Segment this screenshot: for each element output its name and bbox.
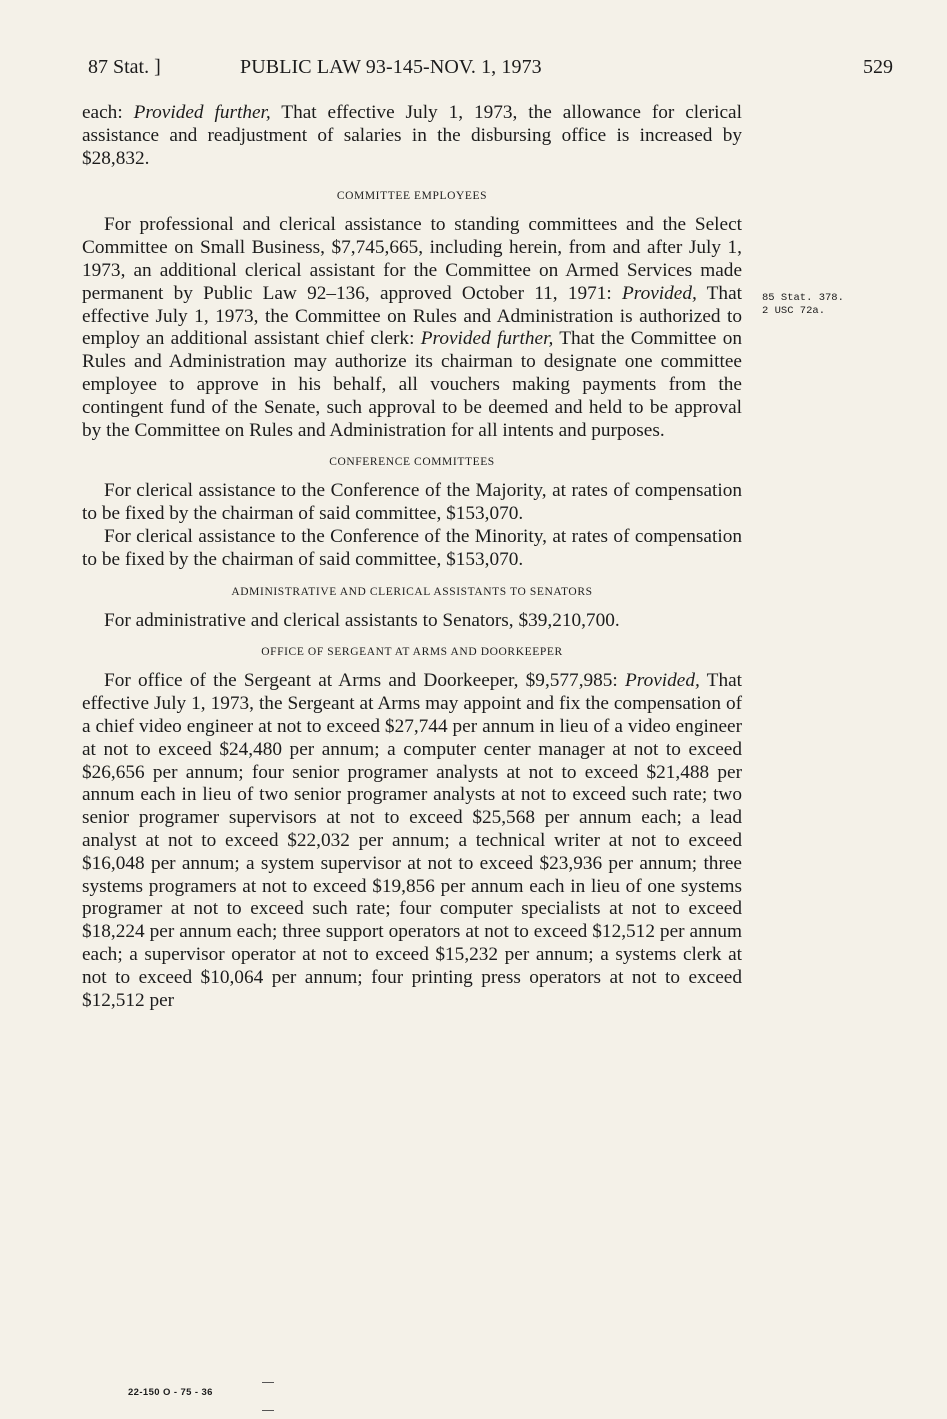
section-heading-conference-committees: CONFERENCE COMMITTEES [329,456,495,469]
section-heading-committee-employees: COMMITTEE EMPLOYEES [336,190,488,203]
page-header [88,54,893,80]
margin-citation-line2: 2 USC 72a. [762,305,826,317]
admin-assistants-paragraph: For administrative and clerical assistants to Senators, $39,210,700. [104,609,620,631]
opening-paragraph: each: Provided further, That effective July 1, 1973, the allowance for clerical assistance and readjustment of salaries in the disbursing office is increased by $28,832. [82,102,742,169]
conference-majority-paragraph: For clerical assistance to the Conference of the Majority, at rates of compensation to be fixed by the chairman of said committee, $153,070. [82,480,742,525]
page-number: 529 [863,56,893,78]
conference-minority-paragraph: For clerical assistance to the Conference of the Minority, at rates of compensation to be fixed by the chairman of said committee, $153,070. [82,525,742,570]
header-title: PUBLIC LAW 93-145-NOV. 1, 1973 [240,56,542,78]
margin-citation [762,292,844,318]
footer-rule-bottom [262,1410,274,1411]
header-volume: 87 Stat. ] [88,56,161,78]
section-heading-admin-assistants: ADMINISTRATIVE AND CLERICAL ASSISTANTS TO SENATORS [231,585,593,598]
body-text [82,102,742,1012]
committee-employees-paragraph: For professional and clerical assistance to standing committees and the Select Committee on Small Business, $7,745,665, including herein, from and after July 1, 1973, an additional clerical assistant for the Committee on Armed Services made permanent by Public Law 92–136, approved October 11, 1971: Provided, That effective July 1, 1973, the Committee on Rules and Administration is authorized to employ an additional assistant chief clerk: Provided further, That the Committee on Rules and Administration may authorize its chairman to designate one committee employee to approve in his behalf, all vouchers making payments from the contingent fund of the Senate, such approval to be deemed and held to be approval by the Committee on Rules and Administration for all intents and purposes. [82,214,742,441]
section-heading-sergeant-at-arms: OFFICE OF SERGEANT AT ARMS AND DOORKEEPER [261,646,563,659]
sergeant-at-arms-paragraph: For office of the Sergeant at Arms and Doorkeeper, $9,577,985: Provided, That effective July 1, 1973, the Sergeant at Arms may appoint and fix the compensation of a chief video engineer at not to exceed $27,744 per annum in lieu of a video engineer at not to exceed $24,480 per annum; a computer center manager at not to exceed $26,656 per annum; four senior programer analysts at not to exceed $21,488 per annum each in lieu of two senior programer analysts at not to exceed such rate; two senior programer supervisors at not to exceed $25,568 per annum each; a lead analyst at not to exceed $22,032 per annum; a technical writer at not to exceed $16,048 per annum; a system supervisor at not to exceed $23,936 per annum; three systems programers at not to exceed $19,856 per annum each in lieu of one systems programer at not to exceed such rate; four computer specialists at not to exceed $18,224 per annum each; three support operators at not to exceed $12,512 per annum each; a supervisor operator at not to exceed $15,232 per annum; a systems clerk at not to exceed $10,064 per annum; four printing press operators at not to exceed $12,512 per [82,670,742,1011]
margin-citation-line1: 85 Stat. 378. [762,292,844,304]
footer-print-code: 22-150 O - 75 - 36 [128,1387,213,1398]
footer-rule-top [262,1382,274,1383]
